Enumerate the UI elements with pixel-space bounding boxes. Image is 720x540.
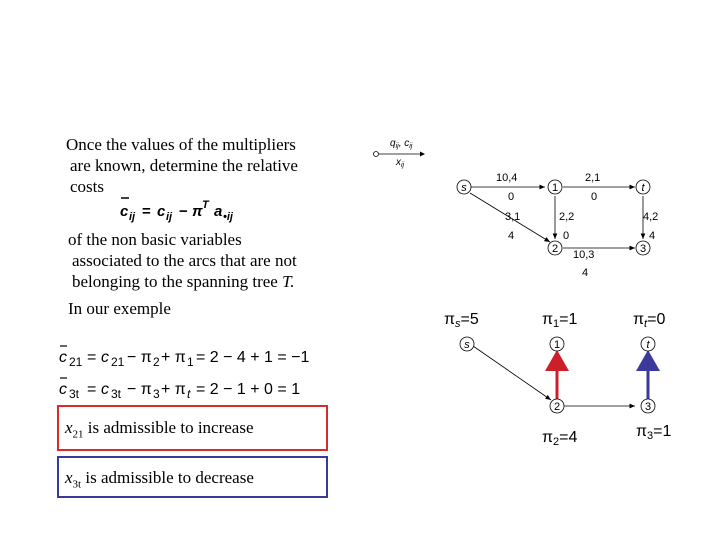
intro-line-2: are known, determine the relative — [70, 156, 298, 175]
svg-text:10,4: 10,4 — [496, 172, 518, 184]
increase-box: $x_{21}$ is admissible to increase — [57, 405, 328, 451]
svg-text:3t: 3t — [111, 387, 122, 401]
svg-text:c: c — [101, 349, 109, 366]
svg-text:=: = — [87, 381, 97, 398]
svg-text:t: t — [187, 387, 191, 401]
svg-text:3: 3 — [639, 243, 647, 255]
svg-text:c: c — [59, 381, 67, 398]
svg-text:4,2: 4,2 — [643, 211, 659, 223]
svg-text:1: 1 — [187, 355, 194, 369]
svg-text:qij, cij: $q_{ij}$, $c_{ij}$ — [390, 138, 413, 150]
reduced-cost-formula — [110, 192, 260, 226]
svg-text:10,3: 10,3 — [573, 249, 595, 261]
svg-text:2: 2 — [553, 401, 561, 413]
svg-text:3t: 3t — [69, 387, 80, 401]
svg-text:4: 4 — [508, 230, 515, 242]
potential-1: π1=1 — [542, 311, 578, 330]
svg-text:2: 2 — [551, 243, 559, 255]
svg-text:0: 0 — [591, 191, 598, 203]
svg-text:+ π: + π — [161, 349, 186, 366]
svg-text:21: 21 — [69, 355, 83, 369]
svg-text:ij: ij — [166, 211, 173, 223]
svg-text:•ij: •ij — [223, 211, 233, 223]
network-graph-top — [440, 165, 680, 280]
svg-text:3,1: 3,1 — [505, 211, 521, 223]
line-5: associated to the arcs that are not — [72, 251, 297, 270]
svg-text:2: 2 — [153, 355, 160, 369]
svg-text:s: s — [464, 339, 470, 351]
svg-text:= 2 − 1 + 0 = 1: = 2 − 1 + 0 = 1 — [196, 381, 301, 398]
svg-text:2,2: 2,2 — [559, 211, 575, 223]
svg-text:s: s — [461, 182, 467, 194]
svg-text:2,1: 2,1 — [585, 172, 601, 184]
svg-text:c: c — [59, 349, 67, 366]
svg-text:=: = — [87, 349, 97, 366]
svg-text:4: 4 — [582, 267, 589, 279]
svg-text:π: π — [192, 203, 203, 220]
svg-text:− π: − π — [127, 349, 152, 366]
line-7: In our exemple — [68, 299, 171, 318]
svg-text:c: c — [120, 203, 129, 220]
svg-text:T: T — [202, 199, 209, 211]
svg-text:3: 3 — [153, 387, 160, 401]
svg-text:a: a — [214, 203, 223, 220]
svg-text:1: 1 — [553, 339, 561, 351]
svg-text:3: 3 — [644, 401, 652, 413]
potential-s: πs=5 — [444, 311, 479, 330]
svg-text:c: c — [101, 381, 109, 398]
svg-text:t: t — [641, 182, 645, 194]
svg-text:4: 4 — [649, 230, 656, 242]
network-graph-bottom — [440, 300, 700, 460]
svg-text:21: 21 — [111, 355, 125, 369]
line-6: belonging to the spanning tree T. — [72, 272, 295, 291]
arc-legend — [372, 132, 432, 172]
decrease-box: $x_{3t}$ is admissible to decrease — [57, 456, 328, 498]
svg-text:1: 1 — [551, 182, 559, 194]
svg-text:ij: ij — [129, 211, 136, 223]
line-4: of the non basic variables — [68, 230, 242, 249]
intro-line-3: costs — [70, 177, 104, 196]
example-computations — [55, 336, 315, 406]
svg-text:− π: − π — [127, 381, 152, 398]
potential-t: πt=0 — [633, 311, 666, 330]
svg-text:c: c — [157, 203, 166, 220]
intro-line-1: Once the values of the multipliers — [66, 135, 296, 154]
svg-text:= 2 − 4 + 1 = −1: = 2 − 4 + 1 = −1 — [196, 349, 310, 366]
potential-2: π2=4 — [542, 429, 578, 448]
potential-3: π3=1 — [636, 423, 672, 442]
svg-text:xij: $x_{ij}$ — [396, 157, 405, 169]
svg-text:0: 0 — [563, 230, 570, 242]
svg-text:=: = — [142, 203, 151, 220]
svg-text:0: 0 — [508, 191, 515, 203]
svg-text:−: − — [179, 203, 188, 220]
svg-text:+ π: + π — [161, 381, 186, 398]
svg-text:t: t — [646, 339, 650, 351]
